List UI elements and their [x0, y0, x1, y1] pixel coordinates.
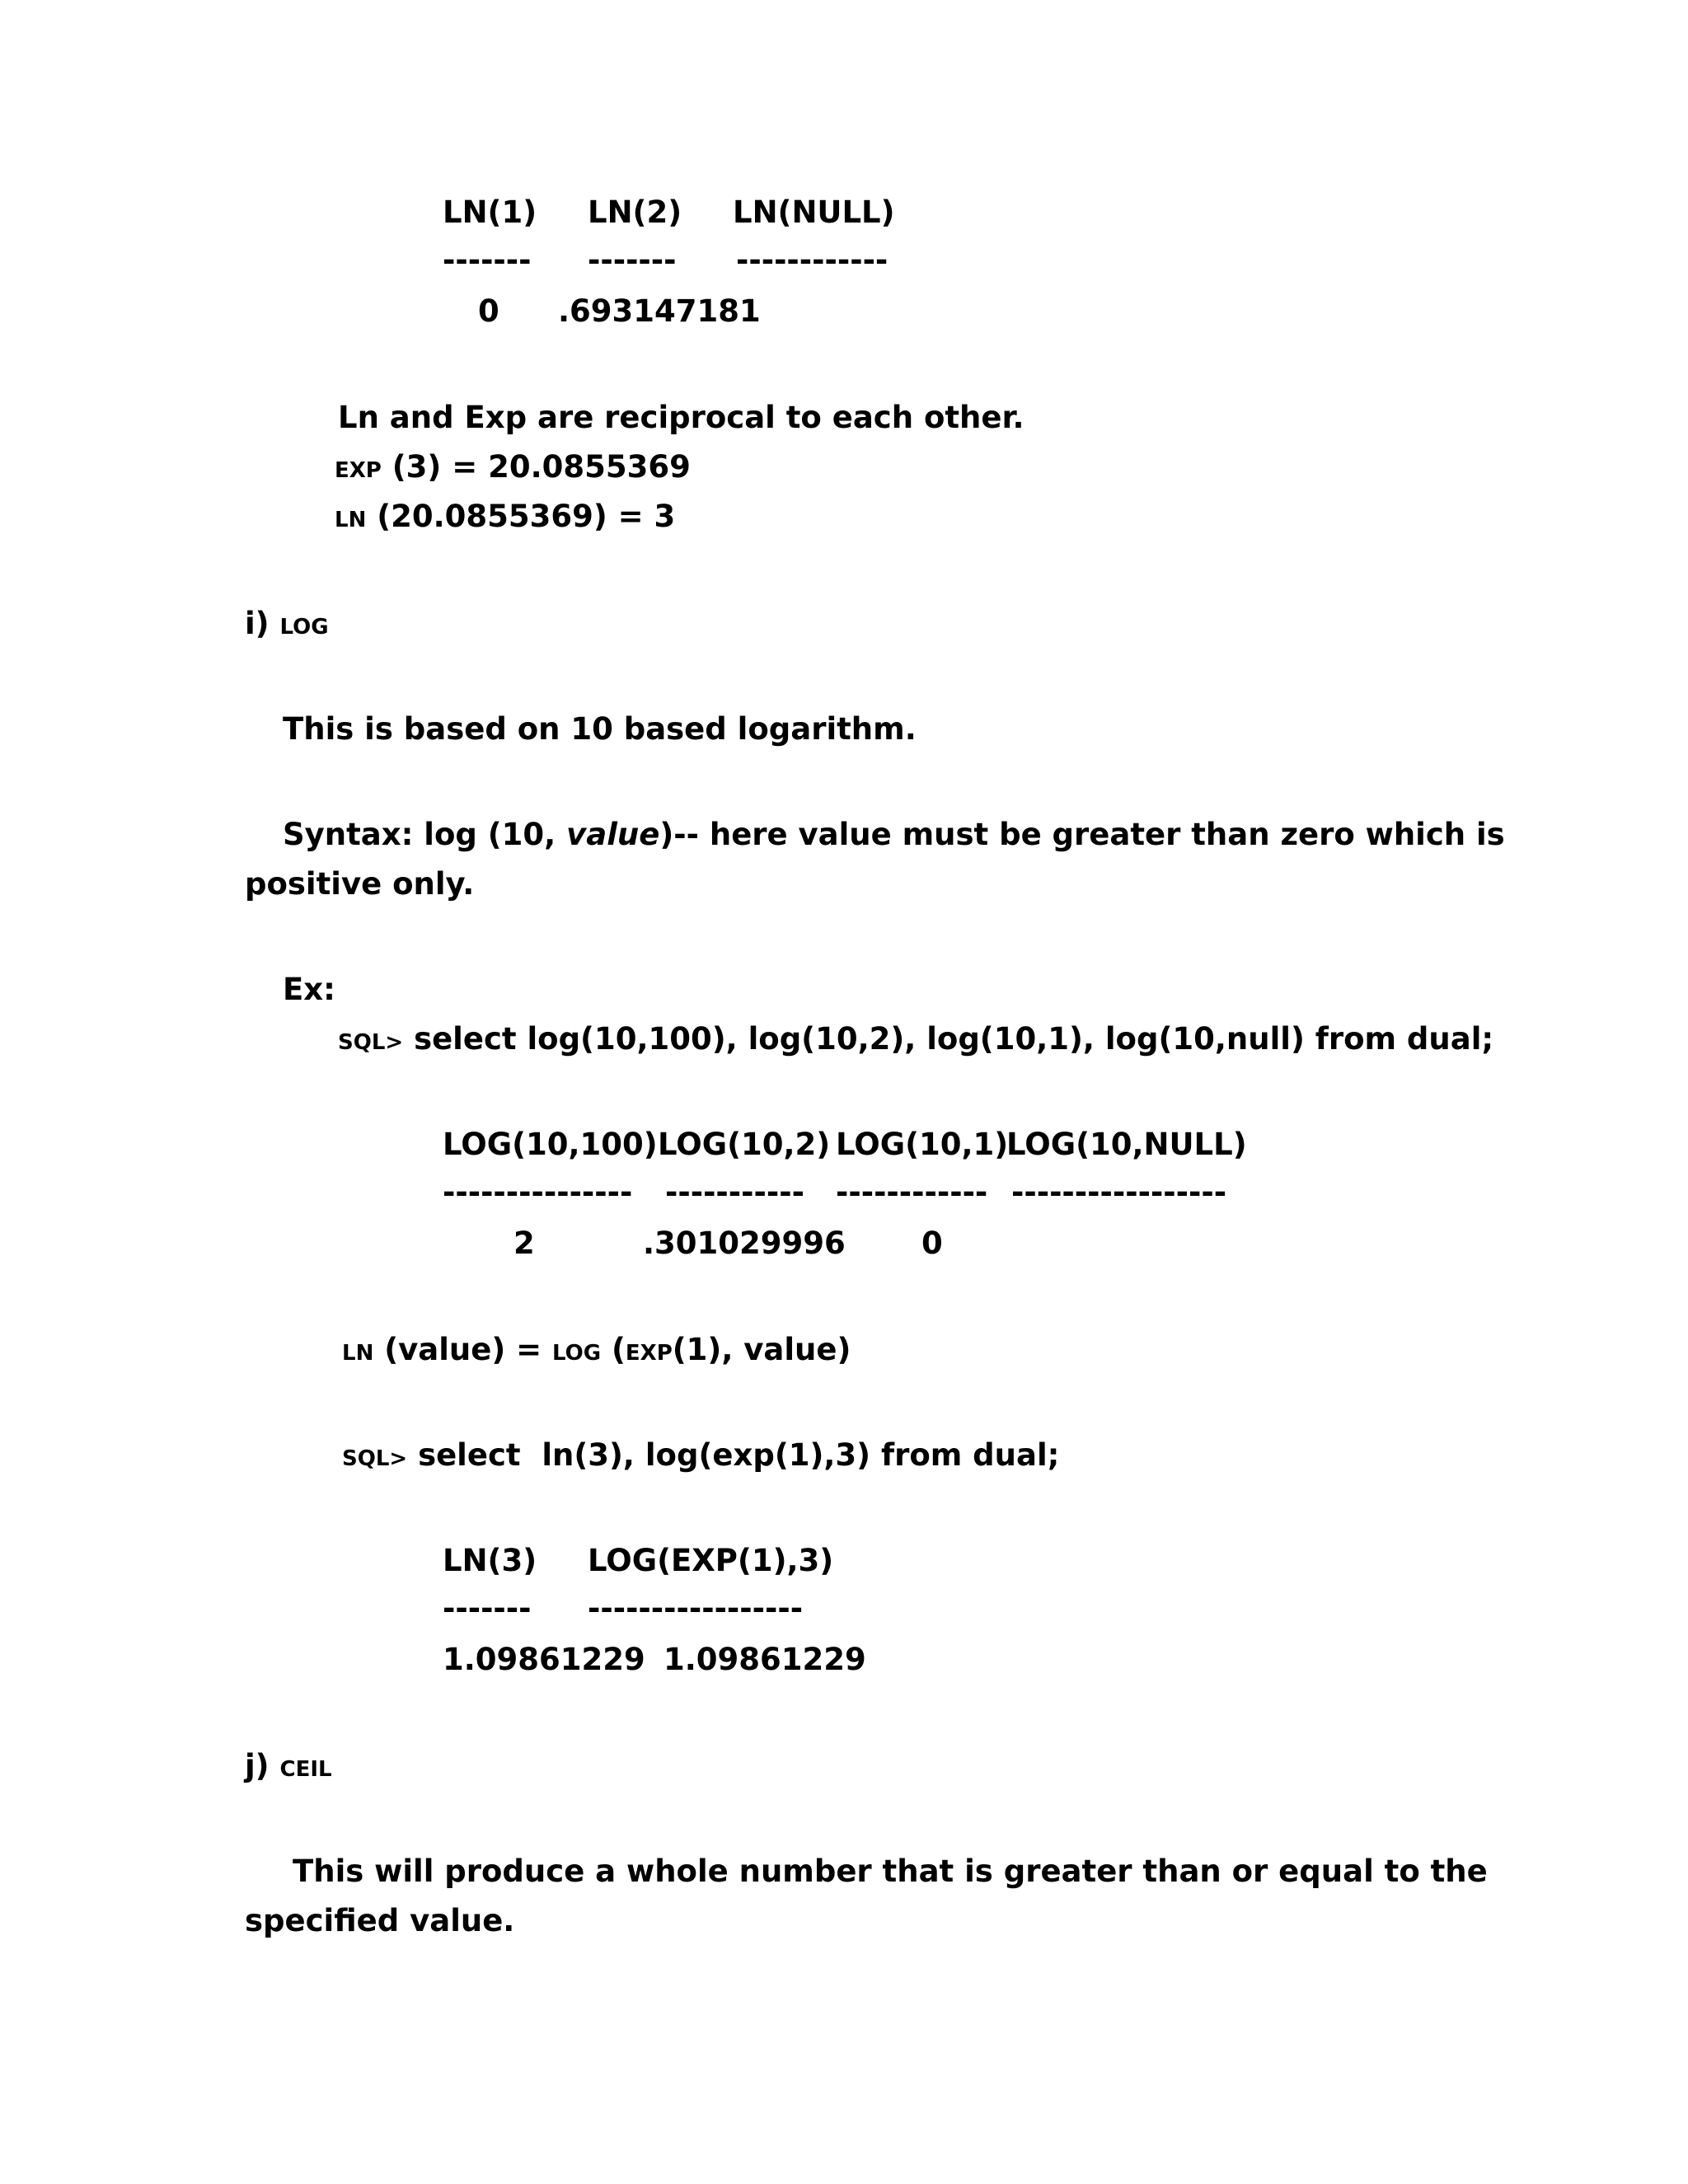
- log-value-3: 0: [921, 1226, 943, 1261]
- section-j-name: CEIL: [279, 1757, 332, 1782]
- sql2-prompt: SQL>: [342, 1446, 408, 1471]
- ln3-header-1: LN(3): [443, 1543, 537, 1578]
- identity-log: LOG: [552, 1341, 602, 1366]
- log-syntax-suffix: )-- here value must be greater than zero which is: [659, 817, 1505, 852]
- identity-part2: (: [601, 1332, 626, 1367]
- exp-function-name: EXP: [335, 458, 382, 483]
- exp-equation: [335, 448, 691, 490]
- ln-header-2: LN(2): [588, 194, 682, 230]
- log-value-1: 2: [513, 1226, 535, 1261]
- log-description: This is based on 10 based logarithm.: [283, 711, 917, 747]
- section-i-name: LOG: [279, 615, 329, 640]
- ln-value-2: .693147181: [558, 293, 761, 329]
- ln3-value-2: 1.09861229: [663, 1642, 866, 1677]
- sql-query-text: select log(10,100), log(10,2), log(10,1), log(10,null) from dual;: [403, 1021, 1494, 1057]
- reciprocal-statement: Ln and Exp are reciprocal to each other.: [338, 400, 1025, 435]
- ln3-separator-2: -----------------: [588, 1591, 804, 1626]
- ln-header-1: LN(1): [443, 194, 537, 230]
- sql-query-ln: [342, 1436, 1059, 1478]
- log-syntax: [283, 816, 1505, 854]
- log-syntax-line2: positive only.: [245, 866, 475, 902]
- sql2-query-text: select ln(3), log(exp(1),3) from dual;: [407, 1437, 1060, 1473]
- log-header-1: LOG(10,100): [443, 1127, 658, 1162]
- log-separator-3: ------------: [836, 1174, 988, 1210]
- identity-part3: (1), value): [672, 1332, 851, 1367]
- identity-part1: (value) =: [373, 1332, 552, 1367]
- ln-equation: [335, 498, 675, 539]
- ln3-header-2: LOG(EXP(1),3): [588, 1543, 834, 1578]
- ln-separator-1: -------: [443, 242, 532, 278]
- ln-separator-3: ------------: [736, 242, 889, 278]
- log-syntax-value: value: [566, 817, 660, 852]
- ln-value-1: 0: [478, 293, 499, 329]
- identity-exp: EXP: [625, 1341, 673, 1366]
- log-header-4: LOG(10,NULL): [1006, 1127, 1247, 1162]
- ln-separator-2: -------: [588, 242, 677, 278]
- sql-prompt: SQL>: [338, 1030, 404, 1055]
- ln-equation-text: (20.0855369) = 3: [366, 499, 676, 534]
- sql-query-log: [338, 1020, 1493, 1062]
- log-header-2: LOG(10,2): [658, 1127, 831, 1162]
- log-separator-4: -----------------: [1011, 1174, 1227, 1210]
- log-syntax-prefix: Syntax: log (10,: [283, 817, 567, 852]
- ln3-separator-1: -------: [443, 1591, 532, 1626]
- example-label: Ex:: [283, 972, 335, 1007]
- ln-header-3: LN(NULL): [733, 194, 895, 230]
- ln-log-identity: [342, 1331, 851, 1372]
- section-i-label: i): [245, 606, 280, 641]
- section-i-heading: [245, 605, 329, 646]
- exp-equation-text: (3) = 20.0855369: [381, 449, 691, 485]
- section-j-heading: [245, 1747, 332, 1788]
- log-separator-2: -----------: [665, 1174, 804, 1210]
- ln3-value-1: 1.09861229: [443, 1642, 645, 1677]
- log-value-2: .301029996: [643, 1226, 846, 1261]
- section-j-label: j): [245, 1748, 280, 1783]
- identity-ln: LN: [342, 1341, 374, 1366]
- log-separator-1: ---------------: [443, 1174, 633, 1210]
- log-header-3: LOG(10,1): [836, 1127, 1009, 1162]
- ln-function-name: LN: [335, 508, 367, 532]
- ceil-description-line1: This will produce a whole number that is greater than or equal to the: [293, 1854, 1488, 1889]
- ceil-description-line2: specified value.: [245, 1903, 515, 1938]
